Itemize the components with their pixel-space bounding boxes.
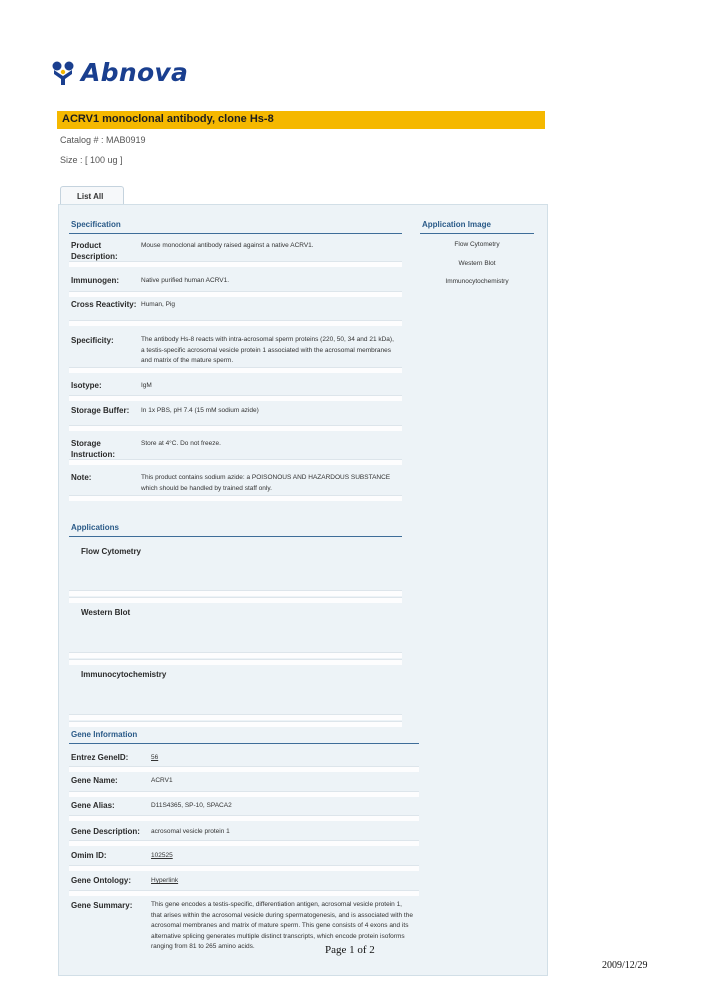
spec-label-note: Note: (71, 473, 92, 482)
spec-value-note: This product contains sodium azide: a POISONOUS AND HAZARDOUS SUBSTANCE which should be handled by trained staff only. (141, 474, 391, 492)
spec-label-storage-buffer: Storage Buffer: (71, 406, 130, 415)
row-divider (69, 597, 402, 603)
row-divider (69, 291, 402, 297)
spec-value-storage-buffer: In 1x PBS, pH 7.4 (15 mM sodium azide) (141, 407, 259, 414)
application-flow-cytometry: Flow Cytometry (81, 547, 142, 556)
gene-value-gene-name: ACRV1 (151, 777, 173, 784)
row-divider (69, 815, 419, 821)
application-western-blot: Western Blot (81, 608, 131, 617)
abnova-logo (48, 58, 188, 87)
spec-value-isotype: IgM (141, 382, 152, 389)
spec-label-immunogen: Immunogen: (71, 276, 119, 285)
spec-label-product-description: Product Description: (71, 241, 118, 261)
spec-label-storage-instruction: Storage Instruction: (71, 439, 115, 459)
spec-value-specificity: The antibody Hs-8 reacts with intra-acrosomal sperm proteins (220, 50, 34 and 21 kDa), a testis-specific acrosomal vesicle protein 1 associated with the acrosomal membranes and matrix of the mature sperm. (141, 336, 394, 364)
application-image-link-immunocytochemistry[interactable]: Immunocytochemistry (445, 278, 509, 285)
row-divider (69, 495, 402, 501)
row-divider (69, 714, 402, 720)
gene-value-entrez-geneid-link[interactable]: 56 (151, 754, 159, 761)
row-divider (69, 652, 402, 658)
spec-value-immunogen: Native purified human ACRV1. (141, 277, 230, 284)
row-divider (69, 791, 419, 797)
gene-value-omim-id-link[interactable]: 102525 (151, 852, 173, 859)
gene-label-omim-id: Omim ID: (71, 851, 107, 860)
spec-value-cross-reactivity: Human, Pig (141, 301, 175, 308)
row-divider (69, 840, 419, 846)
gene-value-gene-alias: D11S4365, SP-10, SPACA2 (151, 802, 232, 809)
gene-label-gene-ontology: Gene Ontology: (71, 876, 131, 885)
row-divider (69, 721, 402, 727)
product-title-bar (57, 111, 545, 129)
application-image-divider (420, 233, 534, 234)
row-divider (69, 261, 402, 267)
row-divider (69, 890, 419, 896)
spec-label-isotype: Isotype: (71, 381, 102, 390)
gene-information-divider (69, 743, 419, 744)
brand-name: Abnova (81, 58, 189, 87)
row-divider (69, 395, 402, 401)
application-image-heading: Application Image (422, 220, 491, 229)
specification-divider (69, 233, 402, 234)
gene-label-gene-name: Gene Name: (71, 776, 118, 785)
row-divider (69, 459, 402, 465)
product-title: ACRV1 monoclonal antibody, clone Hs-8 (62, 113, 274, 125)
gene-information-heading: Gene Information (71, 730, 138, 739)
spec-value-storage-instruction: Store at 4°C. Do not freeze. (141, 440, 221, 447)
gene-label-gene-summary: Gene Summary: (71, 901, 133, 910)
tab-list-all[interactable] (60, 186, 124, 205)
spec-label-specificity: Specificity: (71, 336, 114, 345)
gene-label-entrez-geneid: Entrez GeneID: (71, 753, 129, 762)
application-immunocytochemistry: Immunocytochemistry (81, 670, 167, 679)
product-size: Size : [ 100 ug ] (60, 155, 123, 165)
tab-list-all-label: List All (77, 192, 104, 201)
applications-heading: Applications (71, 523, 120, 532)
row-divider (69, 367, 402, 373)
print-date: 2009/12/29 (602, 960, 648, 971)
application-image-link-flow-cytometry[interactable]: Flow Cytometry (454, 241, 500, 248)
gene-label-gene-description: Gene Description: (71, 827, 140, 836)
row-divider (69, 425, 402, 431)
specification-heading: Specification (71, 220, 121, 229)
applications-divider (69, 536, 402, 537)
abnova-logo-icon (48, 60, 78, 86)
row-divider (69, 590, 402, 596)
row-divider (69, 865, 419, 871)
spec-value-product-description: Mouse monoclonal antibody raised against a native ACRV1. (141, 242, 314, 249)
application-image-link-western-blot[interactable]: Western Blot (458, 260, 496, 267)
gene-value-gene-ontology-link[interactable]: Hyperlink (151, 877, 179, 884)
row-divider (69, 320, 402, 326)
catalog-number: Catalog # : MAB0919 (60, 135, 146, 145)
page-number: Page 1 of 2 (325, 944, 375, 956)
gene-value-gene-summary: This gene encodes a testis-specific, differentiation antigen, acrosomal vesicle protein 1, that arises within the acrosomal vesicle during spermatogenesis, and is associated with the acrosomal membranes and matrix of mature sperm. This gene consists of 4 exons and its alternative splicing generates multiple distinct transcripts, which encode protein isoforms ranging from 81 to 265 amino acids. (151, 901, 413, 950)
gene-label-gene-alias: Gene Alias: (71, 801, 115, 810)
gene-value-gene-description: acrosomal vesicle protein 1 (151, 828, 230, 835)
spec-label-cross-reactivity: Cross Reactivity: (71, 300, 137, 309)
row-divider (69, 659, 402, 665)
row-divider (69, 766, 419, 772)
content-panel (58, 204, 548, 976)
